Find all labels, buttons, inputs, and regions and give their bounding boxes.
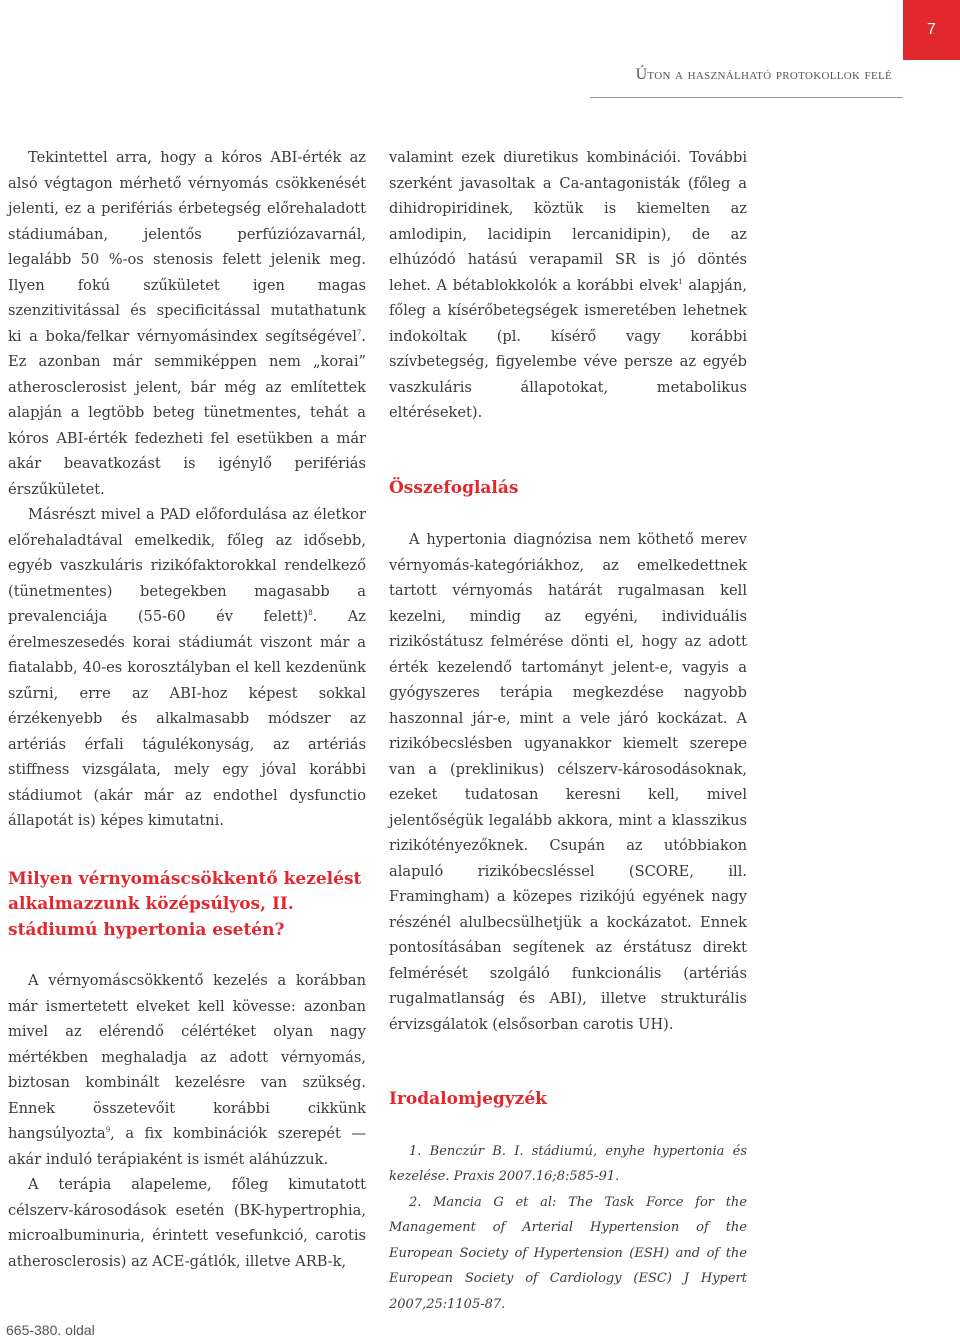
- running-head-text: Úton a használható protokollok felé: [635, 66, 892, 83]
- section-heading-references: Irodalomjegyzék: [389, 1089, 547, 1109]
- reference-list: [389, 1139, 747, 1318]
- left-paragraph-1: Tekintettel arra, hogy a kóros ABI-érték az alsó végtagon mérhető vérnyomás csökkenését jelenti, ez a perifériás érbetegség előrehaladott stádiumában, jelentős perfúziózavarnál, legalább 50 %-os stenosis felett jelenik meg. Ilyen fokú szűkületet igen magas szenzitivitással és specificitással mutathatunk ki a boka/felkar vérnyomásindex segítségével$^7$. Ez azonban már semmiképpen nem „korai” atherosclerosist jelent, bár még az említettek alapján a legtöbb beteg tünetmentes, tehát a kóros ABI-érték fedezheti fel esetükben a már akár beavatkozást is igénylő perifériás érszűkületet.: [8, 149, 366, 498]
- page-number-badge: [903, 0, 960, 60]
- page-number: 7: [927, 21, 936, 38]
- summary-paragraph: A hypertonia diagnózisa nem köthető merev vérnyomás-kategóriákhoz, az emelkedettnek tartott vérnyomás határát rugalmasan kell kezelni, mindig az egyéni, individuális rizikóstátusz felmérése dönti el, hogy az adott érték kezelendő tartományt jelent-e, vagyis a gyógyszeres terápia megkezdése nagyobb haszonnal jár-e, mint a vele járó kockázat. A rizikóbecslésben ugyanakkor kiemelt szerepe van a (preklinikus) célszerv-károsodásoknak, ezeket tudatosan keresni kell, mivel jelentőségük legalább akkora, mint a klasszikus rizikótényezőknek. Csupán az utóbbiakon alapuló rizikóbecsléssel (SCORE, ill. Framingham) a közepes rizikójú egyének nagy részénél alulbecsülhetjük a kockázatot. Ennek pontosításában segítenek az érstátusz direkt felmérését szolgáló funkcionális (artériás rugalmatlanság és ABI), illetve strukturális érvizsgálatok (elsősorban carotis UH).: [389, 531, 747, 1033]
- section-heading-treatment: Milyen vérnyomáscsökkentő kezelést alkalmazzunk középsúlyos, II. stádiumú hypertonia esetén?: [8, 868, 362, 940]
- left-paragraph-4: A terápia alapeleme, főleg kimutatott célszerv-károsodások esetén (BK-hypertrophia, microalbuminuria, érintett vesefunkció, carotis atherosclerosis) az ACE-gátlók, illetve ARB-k,: [8, 1176, 366, 1270]
- section-heading-summary: Összefoglalás: [389, 477, 519, 498]
- page-footer: 665-380. oldal: [6, 1322, 95, 1338]
- left-column: [8, 145, 366, 1274]
- left-paragraph-2: Másrészt mivel a PAD előfordulása az életkor előrehaladtával emelkedik, főleg az idősebb, egyéb vaszkuláris rizikófaktorokkal rendelkező (tünetmentes) betegekben magasabb a prevalenciája (55-60 év felett)$^8$. Az érelmeszesedés korai stádiumát viszont már a fiatalabb, 40-es korosztályban el kell kezdenünk szűrni, erre az ABI-hoz képest sokkal érzékenyebb és alkalmasabb módszer az artériás érfali tágulékonyság, az artériás stiffness vizsgálata, mely egy jóval korábbi stádiumot (akár már az endothel dysfunctio állapotát is) képes kimutatni.: [8, 506, 366, 829]
- header-rule: [590, 97, 903, 98]
- running-head: [636, 66, 892, 84]
- right-column: [389, 145, 747, 1317]
- reference-item-2: 2. Mancia G et al: The Task Force for the Management of Arterial Hypertension of the European Society of Hypertension (ESH) and of the European Society of Cardiology (ESC) J Hypert 2007,25:1105-87.: [389, 1194, 747, 1312]
- left-paragraph-3: A vérnyomáscsökkentő kezelés a korábban már ismertetett elveket kell kövesse: azonban mivel az elérendő célértéket olyan nagy mértékben meghaladja az adott vérnyomás, biztosan kombinált kezelésre van szükség. Ennek összetevőit korábbi cikkünk hangsúlyozta$^9$, a fix kombinációk szerepét — akár induló terápiaként is ismét aláhúzzuk.: [8, 972, 366, 1168]
- reference-item-1: 1. Benczúr B. I. stádiumú, enyhe hypertonia és kezelése. Praxis 2007.16;8:585-91.: [389, 1143, 747, 1184]
- right-paragraph-1: valamint ezek diuretikus kombinációi. További szerként javasoltak a Ca-antagonisták (főleg a dihidropiridinek, köztük is kiemelten az amlodipin, lacidipin lercanidipin), de az elhúzódó hatású verapamil SR is jó döntés lehet. A bétablokkolók a korábbi elvek$^1$ alapján, főleg a kísérőbetegségek ismeretében lehetnek indokoltak (pl. kísérő vagy korábbi szívbetegség, figyelembe véve persze az egyéb vaszkuláris állapotokat, metabolikus eltéréseket).: [389, 149, 747, 421]
